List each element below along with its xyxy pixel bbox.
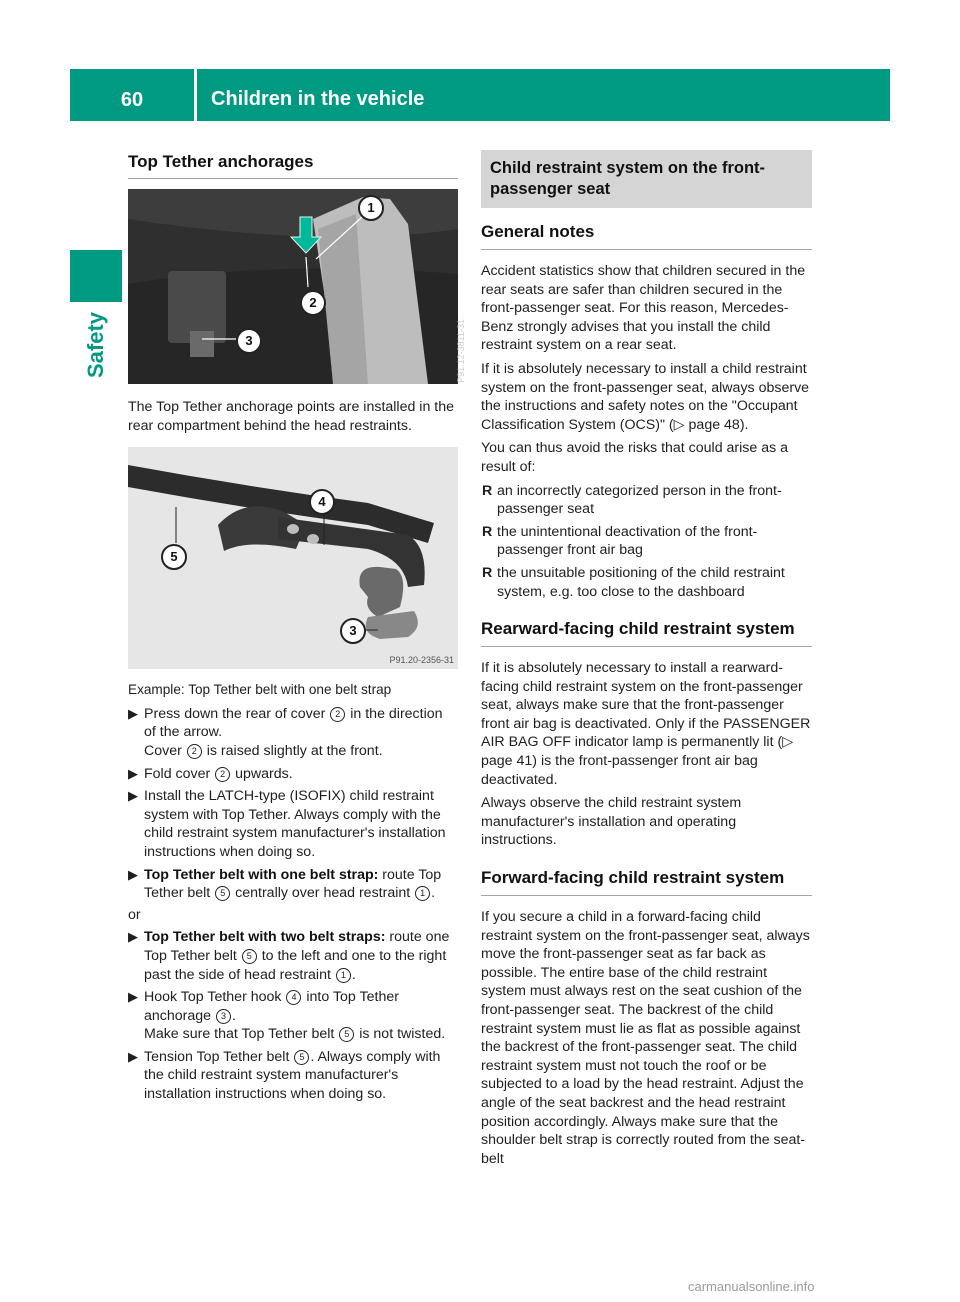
callout-2: 2 [187, 744, 202, 759]
anchorage-figure [128, 189, 466, 384]
rearward-para-2: Always observe the child restraint system manufacturer's installation and operating instructions. [481, 795, 742, 849]
general-para-1: Accident statistics show that children secured in the rear seats are safer than children secured in the front-passenger seat. For this reason, Mercedes-Benz strongly advises that you install the child restraint system on a rear seat. [481, 263, 806, 354]
callout-5: 5 [339, 1027, 354, 1042]
callout-1: 1 [336, 968, 351, 983]
callout-5: 5 [242, 949, 257, 964]
left-column [128, 150, 466, 1104]
figure-caption: Example: Top Tether belt with one belt strap [128, 682, 392, 698]
page-number: 60 [120, 89, 144, 111]
step-tension-belt: ▶ Tension Top Tether belt 5 . Always comply with the child restraint system manufacturer's installation instructions when doing so. [128, 1048, 441, 1103]
section-label: Safety [83, 311, 108, 379]
list-item: R the unintentional deactivation of the front-passenger front air bag [482, 523, 758, 559]
list-item: R an incorrectly categorized person in the front-passenger seat [482, 482, 782, 518]
page-ref-arrow-icon: ▷ [673, 416, 685, 433]
or-separator: or [128, 906, 141, 923]
header-bar [70, 69, 890, 121]
step-install-latch: ▶ Install the LATCH-type (ISOFIX) child restraint system with Top Tether. Always comply with the child restraint system manufacturer's installation instructions when doing so. [128, 788, 446, 860]
page-ref-arrow-icon: ▷ [782, 734, 794, 751]
step-hook-tether: ▶ Hook Top Tether hook 4 into Top Tether anchorage 3 . Make sure that Top Tether belt 5 is not twisted. [128, 989, 446, 1043]
step-two-belt-straps: ▶ Top Tether belt with two belt straps: route one Top Tether belt 5 to the left and one to the right past the side of head restraint 1 . [128, 929, 450, 983]
callout-4: 4 [286, 990, 301, 1005]
general-notes-heading: General notes [481, 222, 812, 250]
figure-code-2: P91.20-2356-31 [389, 655, 454, 666]
callout-2: 2 [330, 707, 345, 722]
general-para-2: If it is absolutely necessary to install a child restraint system on the front-passenger seat, always observe the instructions and safety notes on the "Occupant Classification System (OCS)" (▷ page 48). [481, 360, 810, 433]
callout-1: 1 [415, 886, 430, 901]
section-tab [70, 250, 122, 302]
forward-para-1: If you secure a child in a forward-facing child restraint system on the front-passenger seat, always move the front-passenger seat as far back as possible. The entire base of the child restraint system must always rest on the seat cushion of the front-passenger seat. The backrest of the child restraint system must lie as flat as possible against the backrest of the front-passenger seat. The child restraint system must not touch the roof or be subjected to a load by the head restraint. Adjust the angle of the seat backrest and the head restraint position accordingly. Always make sure that the shoulder belt strap is correctly routed from the seat-belt [481, 909, 810, 1167]
front-passenger-heading: Child restraint system on the front-passenger seat [481, 150, 812, 208]
figure-marker-2: 2 [300, 290, 326, 316]
anchorage-illustration [128, 189, 458, 384]
header-divider [194, 69, 197, 121]
top-tether-heading: Top Tether anchorages [128, 150, 458, 179]
callout-2: 2 [215, 767, 230, 782]
figure-code: P91.12-3811-31 [456, 319, 466, 383]
rearward-para-1: If it is absolutely necessary to install a rearward-facing child restraint system on the front-passenger seat, always make sure that the front-passenger front air bag is deactivated. Only if the PASSENGER AIR BAG OFF indicator lamp is permanently lit (▷ page 41) is the front-passenger front air bag deactivated. [481, 660, 811, 788]
step-press-cover: ▶ Press down the rear of cover 2 in the direction of the arrow. Cover 2 is raised slightly at the front. [128, 705, 443, 759]
step-one-belt-strap: ▶ Top Tether belt with one belt strap: route Top Tether belt 5 centrally over head restraint 1 . [128, 866, 442, 902]
right-column [481, 150, 812, 1173]
forward-heading: Forward-facing child restraint system [481, 868, 812, 896]
figure-marker-1: 1 [358, 195, 384, 221]
list-item: R the unsuitable positioning of the child restraint system, e.g. too close to the dashboard [482, 564, 785, 600]
tether-belt-figure [128, 447, 458, 669]
watermark: carmanualsonline.info [688, 1279, 815, 1294]
step-fold-cover: ▶ Fold cover 2 upwards. [128, 765, 293, 782]
callout-5: 5 [215, 886, 230, 901]
rearward-heading: Rearward-facing child restraint system [481, 619, 812, 647]
callout-5: 5 [294, 1050, 309, 1065]
callout-3: 3 [216, 1009, 231, 1024]
figure-marker-3b: 3 [340, 618, 366, 644]
general-para-3: You can thus avoid the risks that could arise as a result of: [481, 440, 789, 475]
figure-marker-4: 4 [309, 489, 335, 515]
anchorage-description: The Top Tether anchorage points are installed in the rear compartment behind the head restraints. [128, 399, 455, 434]
figure-marker-5: 5 [161, 544, 187, 570]
chapter-title: Children in the vehicle [211, 88, 425, 110]
figure-marker-3: 3 [236, 328, 262, 354]
